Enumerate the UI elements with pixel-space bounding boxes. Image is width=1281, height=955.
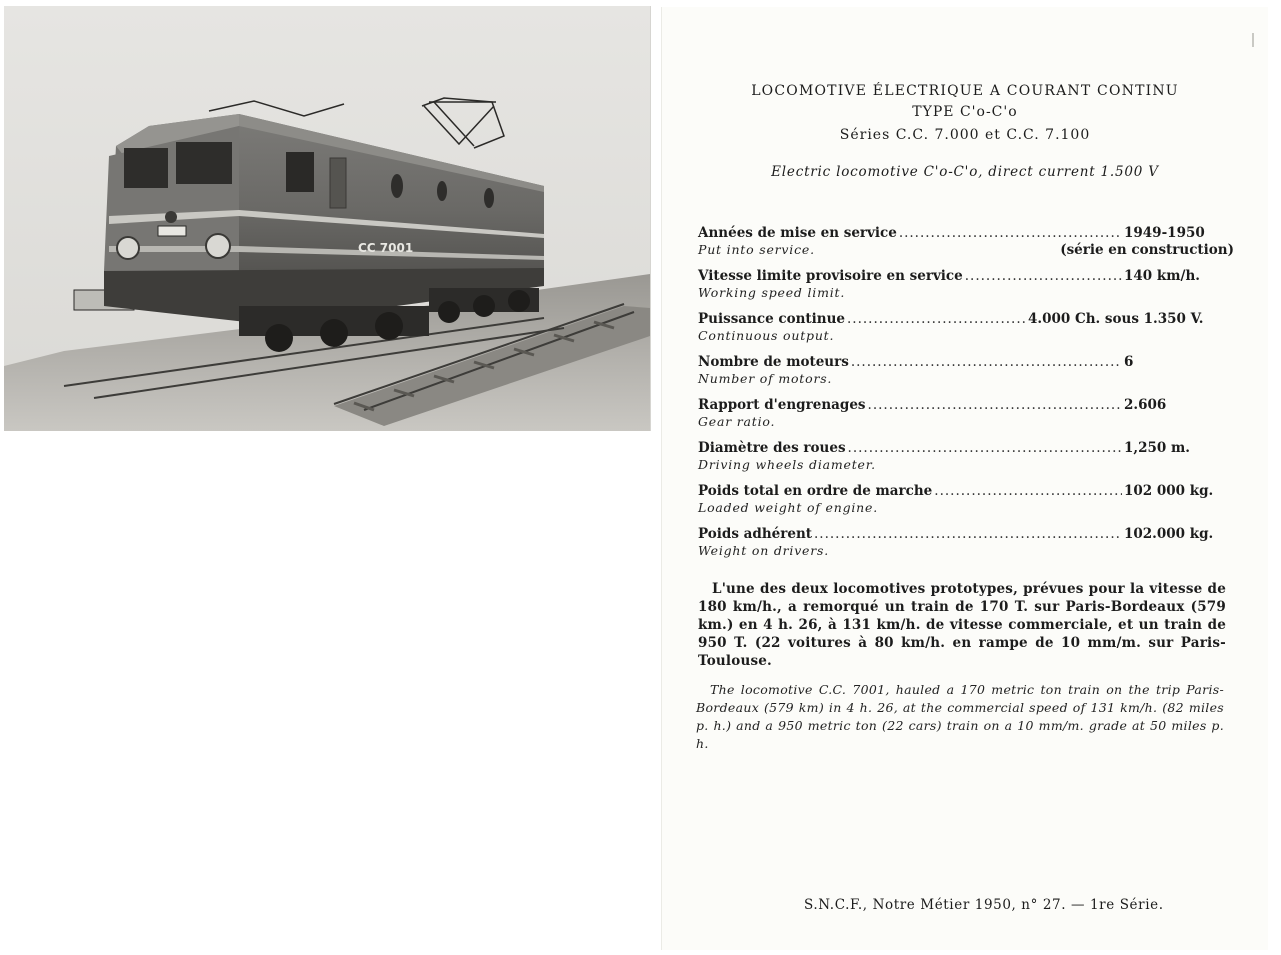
spec-value: 1,250 m. xyxy=(1124,440,1190,456)
spec-list xyxy=(698,225,1234,569)
spec-english: Loaded weight of engine. xyxy=(698,500,878,515)
dot-leader xyxy=(868,397,1122,413)
spec-english: Number of motors. xyxy=(698,371,833,386)
spec-item xyxy=(698,483,1228,526)
spec-value: 102 000 kg. xyxy=(1124,483,1214,499)
spec-item xyxy=(698,397,1228,440)
spec-label: Poids adhérent xyxy=(698,526,813,542)
paragraph-english: The locomotive C.C. 7001, hauled a 170 metric ton train on the trip Paris-Bordeaux (579 km) in 4 h. 26, at the commercial speed of 131 km/h. (82 miles p. h.) and a 950 metric ton (22 cars) train on a 10 mm/m. grade at 50 miles p. h. xyxy=(696,682,1224,751)
spec-value: 4.000 Ch. sous 1.350 V. xyxy=(1028,311,1204,327)
spec-item xyxy=(698,225,1234,268)
spec-value: 140 km/h. xyxy=(1124,268,1200,284)
spec-extra: (série en construction) xyxy=(1060,242,1234,258)
sheet-title: LOCOMOTIVE ÉLECTRIQUE A COURANT CONTINU xyxy=(751,83,1179,99)
spec-english: Put into service. xyxy=(698,242,815,257)
spec-label: Puissance continue xyxy=(698,311,845,327)
spec-label: Rapport d'engrenages xyxy=(698,397,866,413)
dot-leader xyxy=(851,354,1122,370)
spec-label: Poids total en ordre de marche xyxy=(698,483,933,499)
spec-item xyxy=(698,354,1228,397)
spec-item xyxy=(698,440,1228,483)
spec-label: Vitesse limite provisoire en service xyxy=(698,268,963,284)
sheet-subtitle: Electric locomotive C'o-C'o, direct current 1.500 V xyxy=(771,164,1159,180)
dot-leader xyxy=(847,311,1026,327)
dot-leader xyxy=(934,483,1122,499)
spec-english: Driving wheels diameter. xyxy=(698,457,876,472)
sheet-type: TYPE C'o-C'o xyxy=(912,104,1018,120)
spec-value: 1949-1950 xyxy=(1124,225,1205,241)
sheet-series: Séries C.C. 7.000 et C.C. 7.100 xyxy=(839,127,1091,143)
spec-english: Working speed limit. xyxy=(698,285,846,300)
spec-sheet xyxy=(661,7,1268,950)
spec-english: Continuous output. xyxy=(698,328,835,343)
spec-item xyxy=(698,311,1228,354)
dot-leader xyxy=(965,268,1122,284)
locomotive-photo xyxy=(4,6,651,431)
dot-leader xyxy=(848,440,1122,456)
locomotive-illustration xyxy=(4,6,650,431)
sheet-footer: S.N.C.F., Notre Métier 1950, n° 27. — 1re Série. xyxy=(804,897,1164,913)
spec-value: 6 xyxy=(1124,354,1134,370)
spec-value: 2.606 xyxy=(1124,397,1167,413)
spec-item xyxy=(698,268,1228,311)
side-number: CC 7001 xyxy=(358,241,414,255)
dot-leader xyxy=(899,225,1122,241)
paragraph-french: L'une des deux locomotives prototypes, prévues pour la vitesse de 180 km/h., a remorqué un train de 170 T. sur Paris-Bordeaux (579 km.) en 4 h. 26, à 131 km/h. de vitesse commerciale, et un train de 950 T. (22 voitures à 80 km/h. en rampe de 10 mm/m. sur Paris-Toulouse. xyxy=(698,581,1226,669)
spec-english: Gear ratio. xyxy=(698,414,776,429)
dot-leader xyxy=(814,526,1122,542)
corner-mark xyxy=(1252,33,1254,47)
spec-value: 102.000 kg. xyxy=(1124,526,1214,542)
spec-english: Weight on drivers. xyxy=(698,543,830,558)
spec-label: Années de mise en service xyxy=(698,225,897,241)
spec-item xyxy=(698,526,1228,569)
spec-label: Nombre de moteurs xyxy=(698,354,849,370)
spec-label: Diamètre des roues xyxy=(698,440,846,456)
